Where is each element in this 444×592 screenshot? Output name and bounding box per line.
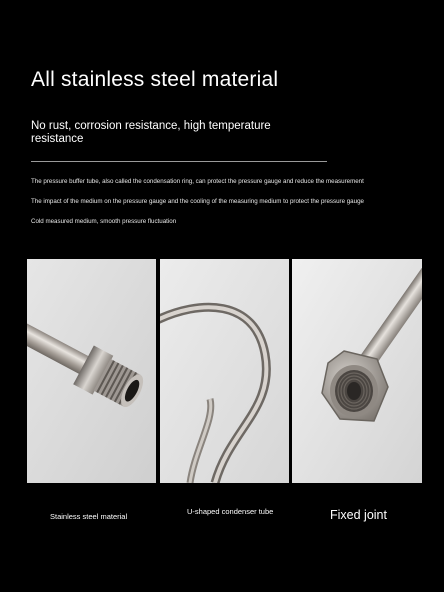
page-title: All stainless steel material — [31, 68, 279, 91]
caption-u-shaped-tube: U-shaped condenser tube — [187, 507, 274, 516]
photo-u-shaped-tube — [160, 259, 289, 483]
photo-threaded-fitting — [27, 259, 156, 483]
description-line-1: The pressure buffer tube, also called the condensation ring, can protect the pressure gauge and reduce the measurement — [31, 178, 364, 185]
caption-fixed-joint: Fixed joint — [330, 508, 387, 522]
divider — [31, 161, 327, 162]
description-line-2: The impact of the medium on the pressure gauge and the cooling of the measuring medium to protect the pressure gauge — [31, 198, 364, 205]
page-subtitle: No rust, corrosion resistance, high temperature resistance — [31, 120, 271, 145]
photo-fixed-joint — [292, 259, 422, 483]
caption-stainless-steel: Stainless steel material — [50, 512, 128, 521]
description-line-3: Cold measured medium, smooth pressure fluctuation — [31, 218, 177, 225]
